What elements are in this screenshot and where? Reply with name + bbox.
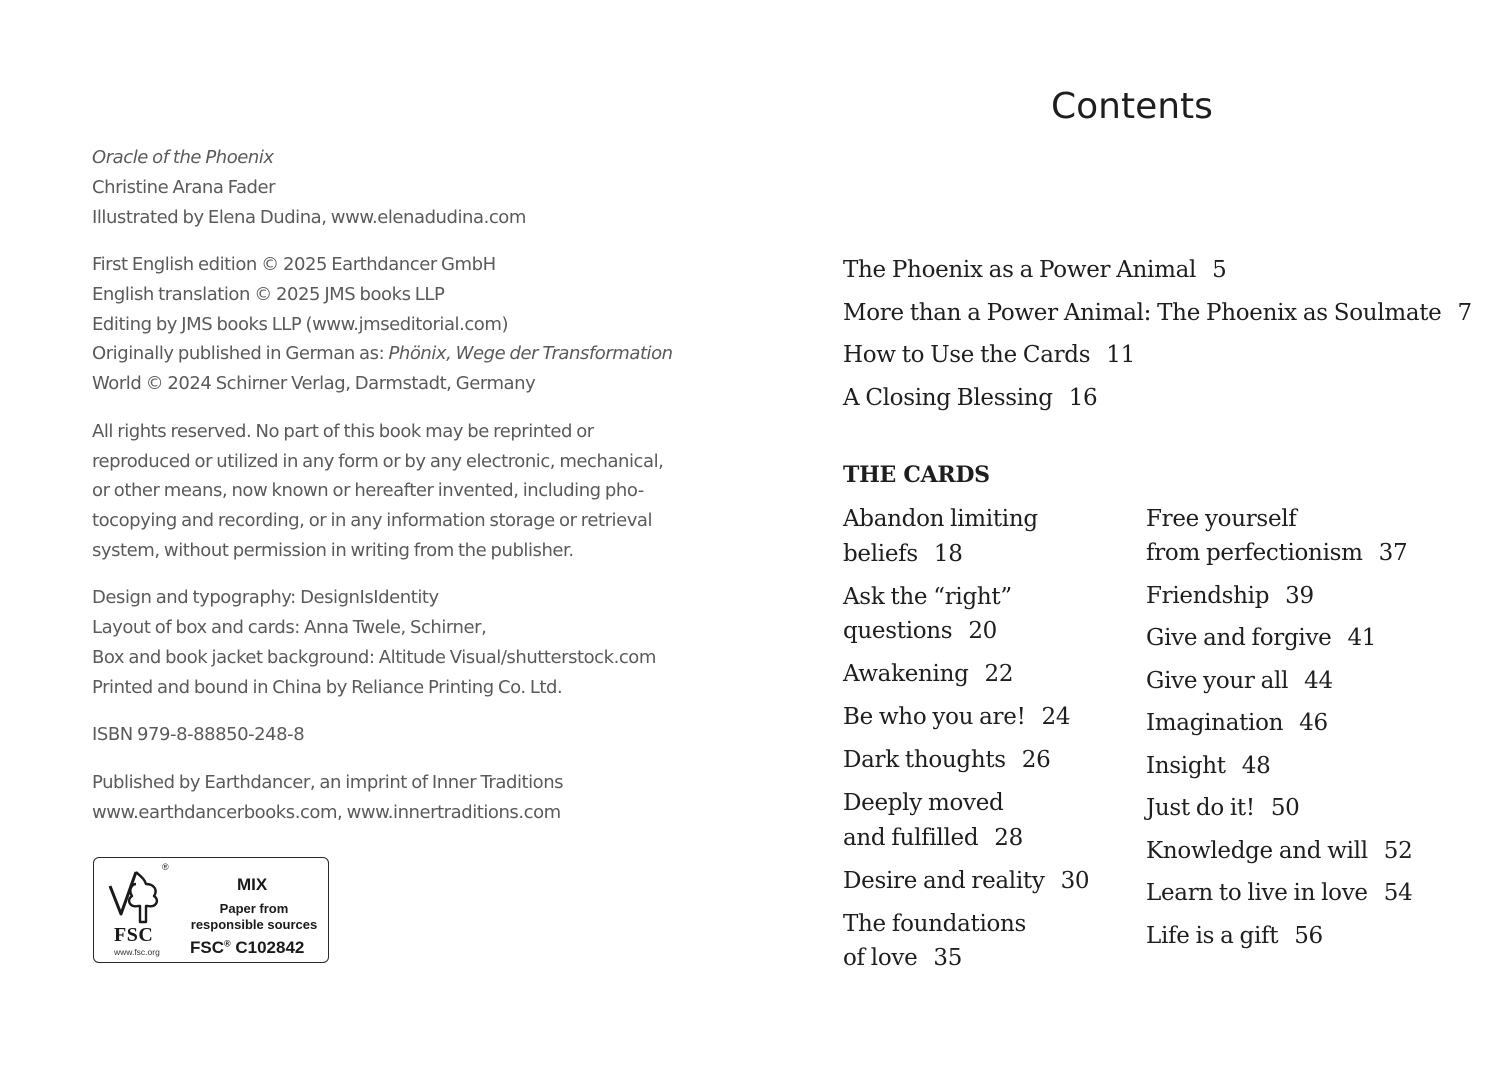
card-title: Just do it! [1146, 795, 1255, 821]
card-title-line [1146, 579, 1412, 613]
card-title-line2 [843, 941, 1089, 976]
card-title-line [1146, 834, 1412, 868]
card-title: Life is a gift [1146, 922, 1279, 949]
card-entry [843, 907, 1089, 976]
card-page: 44 [1304, 667, 1333, 694]
card-page: 50 [1270, 795, 1300, 821]
fsc-paper-line2: responsible sources [190, 917, 318, 932]
card-entry [1146, 749, 1412, 783]
card-title: Awakening [843, 661, 969, 687]
card-page: 56 [1294, 922, 1323, 949]
cards-column-2 [1146, 502, 1412, 961]
card-title-line [843, 864, 1089, 899]
fsc-code [190, 938, 304, 958]
toc-entry-page: 7 [1457, 299, 1472, 326]
card-entry [1146, 706, 1412, 740]
publisher-websites: www.earthdancerbooks.com, www.innertraditions.com [92, 801, 561, 823]
card-title: Give your all [1146, 667, 1289, 694]
original-publication [92, 339, 732, 369]
fsc-mix: MIX [237, 875, 268, 894]
card-entry [1146, 579, 1412, 613]
fsc-tree-check-icon [102, 864, 170, 926]
card-title: of love [843, 945, 918, 971]
illustrator: Illustrated by Elena Dudina, www.elenadudina.com [92, 206, 526, 228]
card-entry [843, 657, 1089, 692]
isbn: ISBN 979-8-88850-248-8 [92, 724, 305, 746]
card-entry [843, 743, 1089, 778]
card-page: 39 [1285, 582, 1314, 609]
card-title-line [1146, 664, 1412, 698]
card-entry [1146, 664, 1412, 698]
card-entry [1146, 791, 1412, 825]
rights-line: system, without permission in writing from the publisher. [92, 539, 574, 561]
card-title: Desire and reality [843, 867, 1045, 894]
card-entry [843, 786, 1089, 855]
author: Christine Arana Fader [92, 176, 276, 198]
editing: Editing by JMS books LLP (www.jmseditorial.com) [92, 313, 509, 335]
card-title: Knowledge and will [1146, 837, 1368, 864]
toc-entry-title: A Closing Blessing [843, 384, 1053, 411]
toc-entry [843, 334, 1472, 377]
card-title: and fulfilled [843, 824, 979, 851]
fsc-logo [93, 857, 329, 963]
toc-entry-page: 5 [1212, 257, 1227, 283]
toc-entry-title: More than a Power Animal: The Phoenix as Soulmate [843, 299, 1442, 326]
publisher: Published by Earthdancer, an imprint of Inner Traditions [92, 771, 564, 793]
card-entry [1146, 919, 1412, 953]
card-page: 24 [1041, 704, 1071, 730]
card-title: beliefs [843, 540, 918, 567]
card-page: 35 [933, 945, 963, 971]
card-title-line [1146, 791, 1412, 825]
card-entry [843, 864, 1089, 899]
world-rights: World © 2024 Schirner Verlag, Darmstadt, Germany [92, 373, 536, 395]
jacket-credit: Box and book jacket background: Altitude Visual/shutterstock.com [92, 647, 656, 669]
card-title-line1: The foundations [843, 910, 1027, 937]
edition-info [92, 250, 732, 399]
contents-title: Contents [1051, 86, 1213, 127]
toc-entry [843, 377, 1472, 420]
card-title: Dark thoughts [843, 747, 1006, 773]
card-entry [1146, 621, 1412, 655]
card-title-line [843, 700, 1089, 735]
card-title-line2 [1146, 536, 1412, 570]
credits [92, 583, 732, 702]
fsc-code-number: C102842 [230, 938, 305, 957]
fsc-brand: FSC [114, 924, 154, 946]
printer-credit: Printed and bound in China by Reliance Printing Co. Ltd. [92, 676, 563, 698]
rights-line: All rights reserved. No part of this book may be reprinted or [92, 420, 594, 442]
card-title-line2 [843, 537, 1089, 572]
card-title: Learn to live in love [1146, 880, 1368, 906]
card-title-line [843, 743, 1089, 778]
card-title-line1: Ask the “right” [843, 583, 1012, 610]
card-page: 41 [1347, 625, 1377, 651]
toc-entry-title: How to Use the Cards [843, 342, 1091, 368]
toc-entry-title: The Phoenix as a Power Animal [843, 257, 1197, 283]
card-entry [1146, 834, 1412, 868]
isbn-block [92, 720, 732, 750]
card-title: Imagination [1146, 710, 1284, 736]
fsc-paper-line1: Paper from [219, 901, 289, 916]
card-title-line [1146, 706, 1412, 740]
design-credit: Design and typography: DesignIsIdentity [92, 587, 439, 609]
card-title-line [1146, 876, 1412, 910]
fsc-code-reg: ® [224, 938, 231, 949]
edition: First English edition © 2025 Earthdancer GmbH [92, 254, 496, 276]
imprint-text [92, 143, 732, 845]
card-entry [1146, 876, 1412, 910]
card-page: 46 [1299, 710, 1328, 736]
publisher-block [92, 768, 732, 828]
card-page: 54 [1383, 880, 1413, 906]
rights-notice [92, 417, 732, 566]
card-page: 30 [1060, 867, 1090, 894]
card-page: 26 [1021, 747, 1051, 773]
card-title-line1: Free yourself [1146, 506, 1297, 532]
card-page: 18 [933, 540, 963, 567]
rights-line: or other means, now known or hereafter invented, including pho- [92, 480, 644, 502]
translation: English translation © 2025 JMS books LLP [92, 283, 445, 305]
card-entry [843, 700, 1089, 735]
original-title: Phönix, Wege der Transformation [388, 343, 673, 365]
card-title-line [1146, 749, 1412, 783]
card-title: Insight [1146, 752, 1226, 779]
card-title: Give and forgive [1146, 625, 1332, 651]
rights-line: tocopying and recording, or in any information storage or retrieval [92, 510, 653, 532]
book-info [92, 143, 732, 232]
card-title-line [1146, 919, 1412, 953]
card-title: from perfectionism [1146, 540, 1363, 566]
book-title: Oracle of the Phoenix [92, 147, 274, 168]
toc-entry-page: 11 [1106, 342, 1135, 368]
card-entry [843, 580, 1089, 649]
card-title-line1: Deeply moved [843, 790, 1004, 816]
toc-entry-page: 16 [1068, 384, 1098, 411]
card-page: 37 [1378, 540, 1408, 566]
card-entry [843, 502, 1089, 571]
toc-entry [843, 292, 1472, 335]
card-title-line [843, 657, 1089, 692]
card-title: Be who you are! [843, 704, 1026, 730]
card-title: Friendship [1146, 582, 1270, 609]
rights-line: reproduced or utilized in any form or by any electronic, mechanical, [92, 450, 664, 472]
card-title: questions [843, 618, 953, 644]
card-entry [1146, 502, 1412, 570]
contents-page [750, 0, 1500, 1071]
fsc-code-brand: FSC [190, 938, 224, 957]
contents-sections [843, 249, 1472, 419]
card-title-line1: Abandon limiting [843, 506, 1038, 532]
card-page: 20 [968, 618, 997, 644]
card-page: 28 [994, 824, 1023, 851]
cards-heading: THE CARDS [843, 462, 990, 488]
fsc-reg-mark: ® [162, 862, 169, 872]
toc-entry [843, 249, 1472, 292]
fsc-paper-text [189, 901, 319, 933]
fsc-url: www.fsc.org [114, 947, 160, 957]
card-title-line2 [843, 821, 1089, 856]
card-title-line2 [843, 614, 1089, 649]
layout-credit: Layout of box and cards: Anna Twele, Schirner, [92, 617, 487, 639]
original-prefix: Originally published in German as: [92, 343, 389, 365]
card-page: 52 [1383, 837, 1413, 864]
cards-column-1 [843, 502, 1089, 984]
card-page: 22 [984, 661, 1014, 687]
card-page: 48 [1241, 752, 1271, 779]
card-title-line [1146, 621, 1412, 655]
